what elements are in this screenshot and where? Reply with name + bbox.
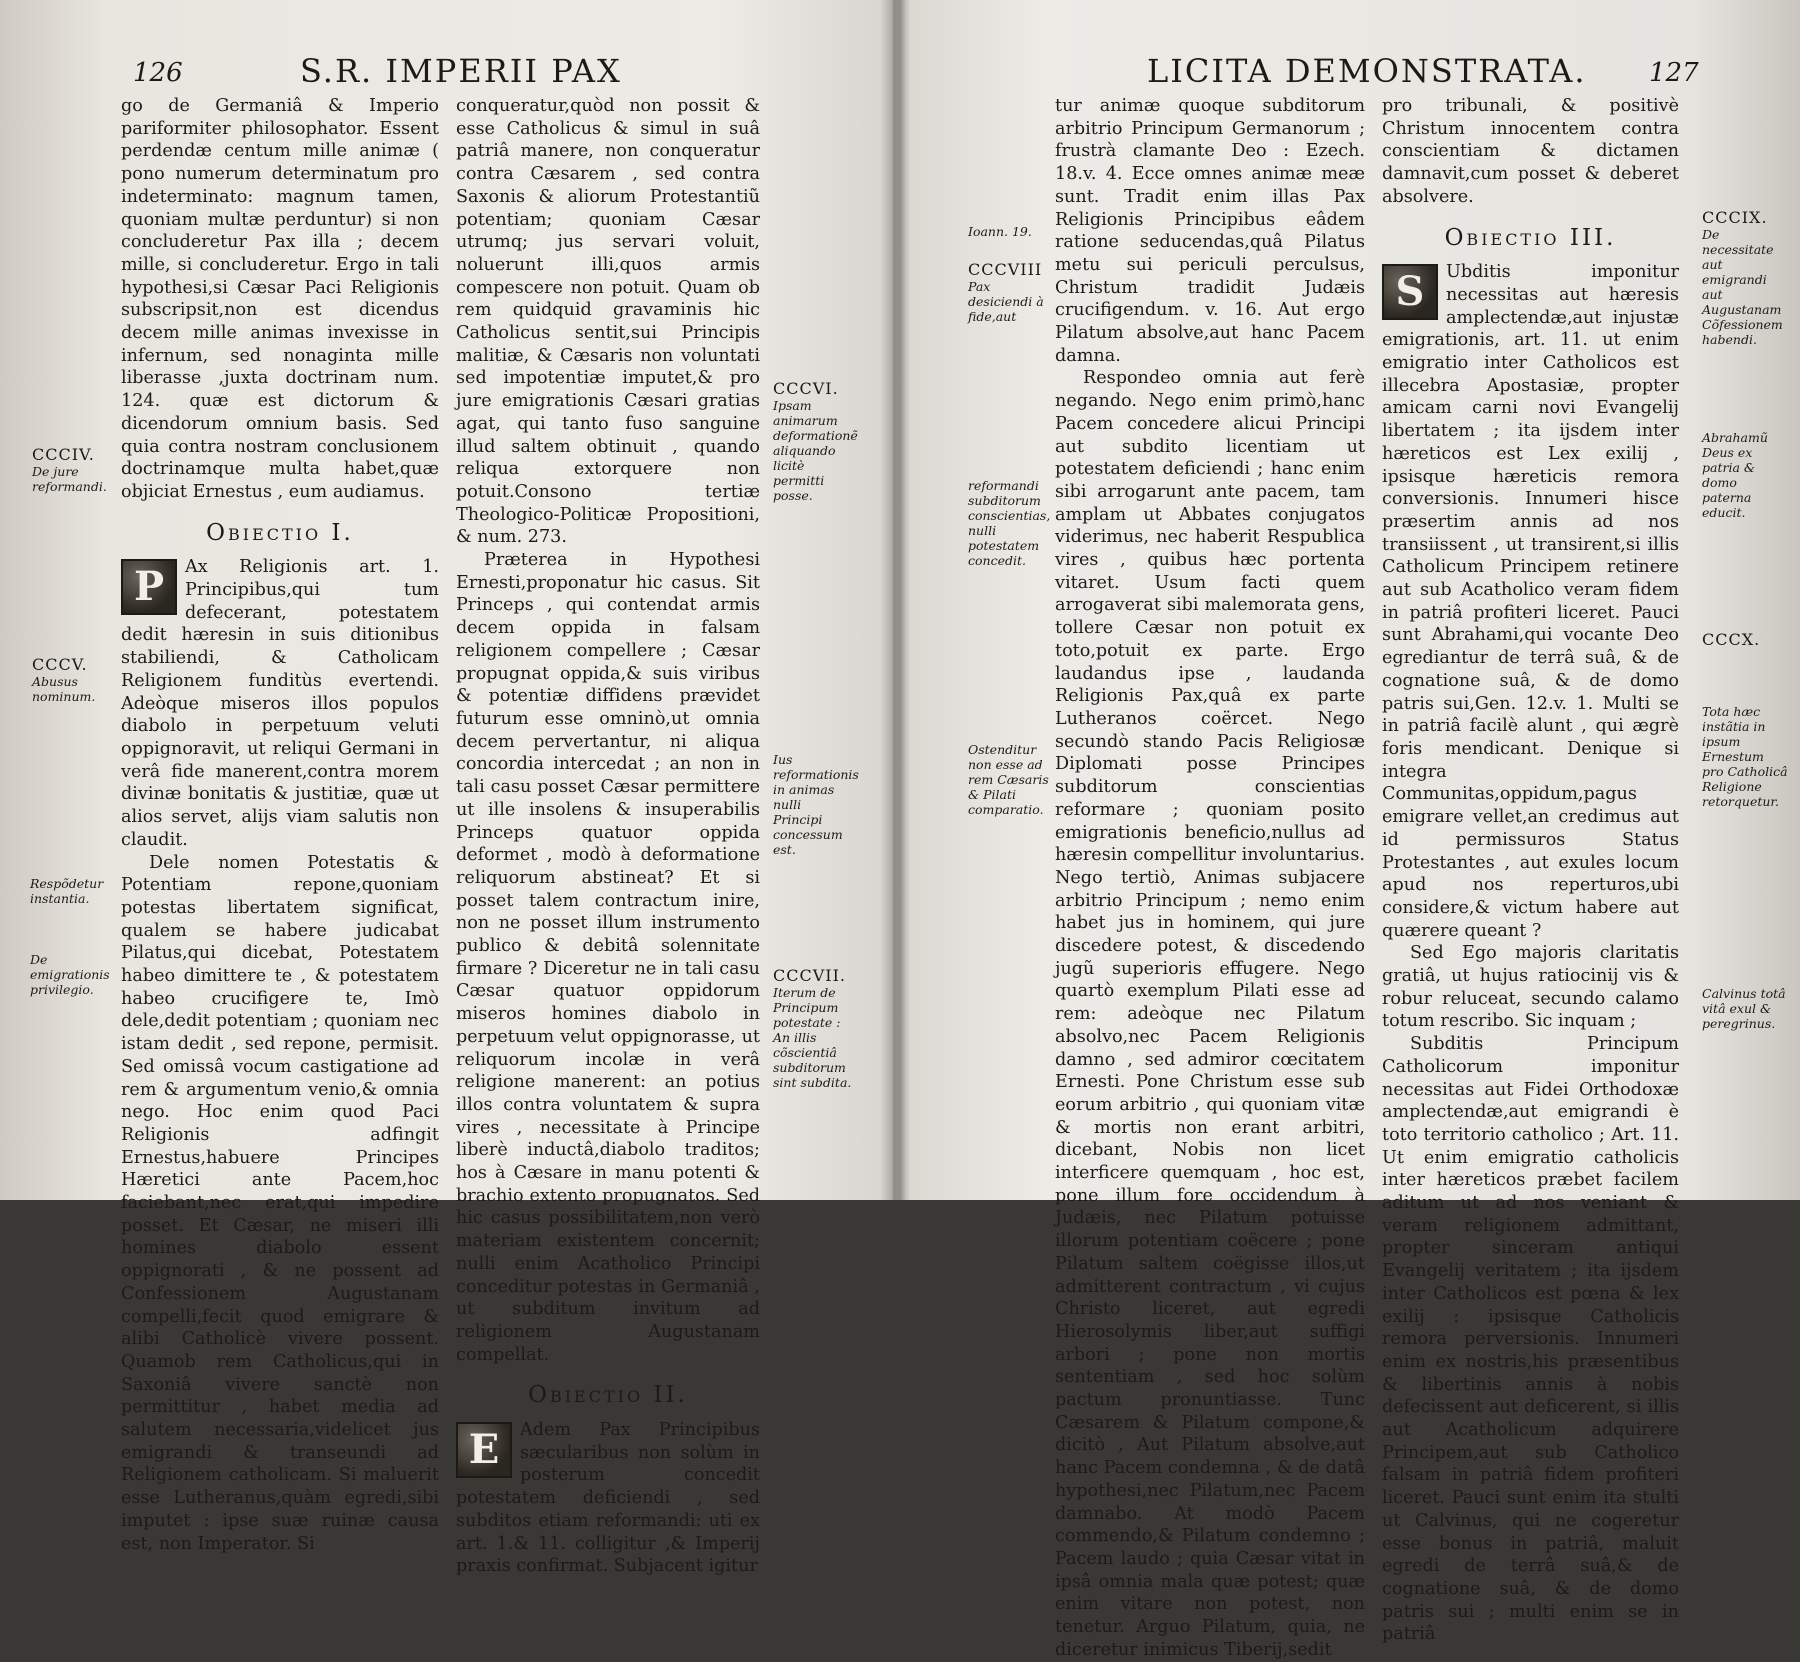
margin-note-text: reformandi subditorum conscientias, nulli potestatem concedit.: [968, 478, 1051, 568]
margin-note: [32, 447, 116, 494]
right-column-1: [1055, 95, 1365, 1662]
margin-note: [32, 657, 116, 704]
margin-note: [968, 742, 1050, 817]
margin-note-number: CCCX.: [1702, 630, 1761, 649]
drop-cap: E: [456, 1422, 512, 1478]
margin-note-number: CCCIV.: [32, 445, 95, 464]
paragraph: [121, 556, 439, 851]
margin-note: [773, 968, 859, 1090]
paragraph: [1382, 261, 1679, 942]
margin-note-text: Calvinus totâ vitâ exul & peregrinus.: [1702, 986, 1786, 1031]
paragraph: tur animæ quoque subditorum arbitrio Principum Germanorum ; frustrà clamante Deo : Ezech. 18.v. 4. Ecce omnes animæ meæ sunt. Tradit enim illas Pax Religionis Principibus eâdem ratione seducendas,quâ Pilatus metu sui periculi perculsus, Christum tradidit Judæis crucifigendum. v. 16. Aut ergo Pilatum absolve,aut hanc Pacem damna.: [1055, 96, 1365, 366]
paragraph: Dele nomen Potestatis & Potentiam repone,quoniam potestas libertatem significat, qualem se habere judicabat Pilatus,qui dicebat, Potestatem habeo dimittere te , & potestatem habeo crucifigere te, Imò dele,dedit potentiam ; quoniam nec istam dedit , sed repone, permisit. Sed omissâ vocum castigatione ad rem & argumentum venio,& omnia nego. Hoc enim quod Paci Religionis adfingit Ernestus,habuere Principes Hæretici ante Pacem,hoc faciebant,nec erat,qui impedire posset. Et Cæsar, ne miseri illi homines diabolo essent oppignorati , & ne possent ad Confessionem Augustanam compelli,fecit quod emigrare & alibi Catholicè vivere possent. Quamob rem Catholicus,qui in Saxoniâ vivere sanctè non permittitur , habet media ad salutem necessaria,videlicet jus emigrandi & transeundi ad Religionem catholicam. Si maluerit esse Lutheranus,quàm egredi,sibi imputet : ipse suæ ruinæ causa est, non Imperator. Si: [121, 852, 439, 1554]
margin-note-text: Abrahamũ Deus ex patria & domo paterna educit.: [1702, 430, 1768, 520]
margin-note: [1702, 632, 1788, 649]
running-head: LICITA DEMONSTRATA.: [1147, 52, 1587, 90]
left-column-2: [456, 95, 760, 1578]
margin-note: [30, 952, 110, 997]
drop-cap: S: [1382, 264, 1438, 320]
paragraph-text: Ubditis imponitur necessitas aut hæresis amplectendæ,aut injustæ emigrationis, art. 11. ut enim emigratio inter Catholicos est illecebra Apostasiæ, propter amicam carni novi Evangelij libertatem ; ita ijsdem inter hæreticos est Lex exilij , ipsisque hæreticis remora conversionis. Innumeri hisce præsertim annis ad nos transiissent , ut transirent,si illis Catholicum Principem retinere aut sub Acatholico veram fidem in patriâ profiteri liceret. Pauci sunt Abrahami,qui vocante Deo egrediantur de terrâ suâ, & de cognatione suâ, & de domo patris sui,Gen. 12.v. 1. Multi se in patriâ facilè alunt , qui ægrè foris mendicant. Denique si integra Communitas,oppidum,pagus emigrare vellet,an credimus aut id permissuros Status Protestantes , aut exules locum apud nos reperturos,ubi considere,& victum habere aut quærere queant ?: [1382, 262, 1679, 941]
right-page: [890, 0, 1800, 1660]
margin-note-number: CCCVIII: [968, 260, 1043, 279]
margin-note: [1702, 704, 1788, 809]
section-heading: Obiectio II.: [528, 1382, 688, 1409]
section-heading: Obiectio III.: [1444, 224, 1617, 251]
margin-note-text: Ipsam animarum deformationẽ aliquando licitè permitti posse.: [773, 398, 858, 503]
drop-cap: P: [121, 559, 177, 615]
margin-note: [968, 262, 1050, 324]
margin-note-text: De necessitate aut emigrandi aut Augustanam Cõfessionem habendi.: [1702, 227, 1783, 347]
margin-note: [30, 876, 110, 906]
paragraph: Respondeo omnia aut ferè negando. Nego enim primò,hanc Pacem concedere alicui Principi aut subdito licentiam ut potestatem deficiendi ; hanc enim sibi arrogarunt ante pacem, tam amplam ut Abbates conjugatos viderimus, nec haberit Respublica vires , quibus hæc portenta vitaret. Usum facti quem arrogaverat sibi malemorata gens, tollere Cæsar non potuit ex toto,potuit ex parte. Ergo laudandus ipse , laudanda Religionis Pax,quâ ex parte Lutheranos coërcet. Nego secundò stando Pacis Religiosæ Diplomati posse Principes subditorum conscientias reformare ; quoniam posito emigrationis beneficio,nullus ad hæresin compellitur involuntarius. Nego tertiò, Animas subjacere arbitrio Principum ; nemo enim habet jus in hominem, qui jure discedere potest, & discedendo jugũ superioris effugere. Nego quartò exemplum Pilati esse ad rem: adeòque nec Pilatum absolvo,nec Pacem Religionis damno , sed admiror cœcitatem Ernesti. Pone Christum esse sub eorum arbitrio , qui quoniam vitæ & mortis non erant arbitri, dicebant, Nobis non licet interficere quemquam , hoc est, pone illum fore occidendum à Judæis, nec Pilatum potuisse illorum potentiam coëcere ; pone Pilatum saltem coëgisse illos,ut admitterent contractum , vi cujus Christo liceret, aut egredi Hierosolymis liber,aut suffigi arbori ; pone non mortis sententiam , sed hoc solùm pactum pronuntiasse. Tunc Cæsarem & Pilatum compone,& dicitò , Aut Pilatum absolve,aut hanc Pacem condemna , & de datâ hypothesi,nec Pilatum,nec Pacem damnabo. At modò Pacem commendo,& Pilatum condemno ; Pacem laudo ; quia Cæsar vitat in ipsâ omnia mala quæ potest; quæ enim vitare non potest, non tenetur. Arguo Pilatum, quia, ne diceretur inimicus Tiberij,sedit: [1055, 368, 1365, 1660]
margin-note: [773, 379, 858, 503]
right-column-2: [1382, 95, 1679, 1646]
margin-note-number: CCCV.: [32, 655, 88, 674]
margin-note: [1702, 430, 1788, 520]
margin-note-text: De emigrationis privilegio.: [30, 952, 110, 997]
paragraph-text: Ax Religionis art. 1. Principibus,qui tum defecerant, potestatem dedit hæresin in suis ditionibus stabiliendi, & Catholicam Religionem funditùs evertendi. Adeòque miseros illos populos diabolo in perpetuum veluti oppignoravit, ut reliqui Germani in verâ fide manerent,contra morem divinæ bonitatis & justitiæ, quæ ut alios servet, alijs viam salutis non claudit.: [121, 557, 439, 850]
margin-note-text: De jure reformandi.: [32, 464, 107, 494]
margin-note-text: Abusus nominum.: [32, 674, 96, 704]
paragraph: [456, 1419, 760, 1578]
left-page: [0, 0, 890, 1577]
left-column-1: [121, 95, 439, 1555]
margin-note: [968, 478, 1050, 568]
margin-note: [968, 224, 1050, 239]
paragraph: conqueratur,quòd non possit & esse Catholicus & simul in suâ patriâ manere, non conqueratur contra Cæsarem , sed contra Saxonis & aliorum Protestantiũ potentiam; quoniam Cæsar utrumq; jus servari voluit, noluerunt illi,quos armis compescere non potuit. Quam ob rem quidquid gravaminis hic Catholicus sentit,sui Principis malitiæ, & Cæsaris non voluntati sed impotentiæ imputet,& pro jure emigrationis Cæsari gratias agat, qui tanto fuso sanguine illud saltem obtinuit , quando reliqua extorquere non potuit.Consono tertiæ Theologico-Politicæ Propositioni, & num. 273.: [456, 96, 760, 548]
margin-note: [1702, 986, 1788, 1031]
margin-note-text: Tota hæc instãtia in ipsum Ernestum pro Catholicâ Religione retorquetur.: [1702, 704, 1788, 809]
margin-note-text: Respõdetur instantia.: [30, 876, 104, 906]
margin-note-text: Ostenditur non esse ad rem Cæsaris & Pilati comparatio.: [968, 742, 1049, 817]
margin-note-number: CCCIX.: [1702, 208, 1768, 227]
paragraph: go de Germaniâ & Imperio pariformiter philosophator. Essent perdendæ centum mille animæ ( pono numerum determinatum pro indeterminato: magnum tamen, quoniam multæ perduntur) si non concluderetur Pax illa ; decem mille, si concluderetur. Ergo in tali hypothesi,si Cæsar Paci Religionis subscripsit,non est dicendus decem mille animas invexisse in infernum, sed nonaginta mille liberasse ,juxta doctrinam num. 124. quæ est dictorum & dicendorum omnium basis. Sed quia contra nostram conclusionem doctrinamque multa habet,quæ objiciat Ernestus , eum audiamus.: [121, 96, 439, 502]
margin-note-number: CCCVII.: [773, 966, 847, 985]
paragraph: Sed Ego majoris claritatis gratiâ, ut hujus ratiocinij vis & robur reluceat, secundo calamo totum rescribo. Sic inquam ;: [1382, 943, 1679, 1032]
paragraph: pro tribunali, & positivè Christum innocentem contra conscientiam & dictamen damnavit,cum posset & deberet absolvere.: [1382, 96, 1679, 207]
section-heading: Obiectio I.: [206, 519, 354, 546]
paragraph-text: Adem Pax Principibus sæcularibus non solùm in posterum concedit potestatem deficiendi , sed subditos etiam reformandi: uti ex art. 1.& 11. colligitur ,& Imperij praxis confirmat. Subjacent igitur: [456, 1420, 760, 1577]
margin-note-text: Ius reformationis in animas nulli Principi concessum est.: [773, 752, 859, 857]
margin-note-text: Iterum de Principum potestate : An illis cõscientiâ subditorum sint subdita.: [773, 985, 852, 1090]
paragraph: Subditis Principum Catholicorum imponitur necessitas aut Fidei Orthodoxæ amplectendæ,aut emigrandi è toto territorio catholico ; Art. 11. Ut enim emigratio catholicis inter hæreticos præbet facilem aditum ut ad nos veniant & veram religionem admittant, propter sinceram antiqui Evangelij veritatem ; ita ijsdem inter Catholicos est pœna & lex exilij : ipsisque Catholicis remora perversionis. Innumeri enim ex nostris,his præsentibus & libertinis annis à nobis defecissent aut deficerent, si illis aut Acatholicum adquirere Principem,aut sub Catholico falsam in patriâ fidem profiteri liceret. Pauci sunt enim ita stulti ut Calvinus, qui ne cogeretur esse bonus in patriâ, maluit egredi de terrâ suâ,& de cognatione suâ, & de domo patris sui ; multi enim se in patriâ: [1382, 1034, 1679, 1645]
page-number: 127: [1649, 58, 1699, 88]
running-head: S.R. IMPERII PAX: [300, 52, 622, 90]
margin-note-text: Ioann. 19.: [968, 224, 1032, 239]
margin-note-text: Pax desiciendi à fide,aut: [968, 279, 1044, 324]
margin-note: [1702, 210, 1788, 347]
margin-note-number: CCCVI.: [773, 379, 839, 398]
margin-note: [773, 752, 859, 857]
paragraph: Præterea in Hypothesi Ernesti,proponatur hic casus. Sit Princeps , qui contendat armis decem oppida in falsam religionem compellere ; Cæsar propugnat oppida,& suis viribus & potentiæ diffidens prævidet futurum esse omninò,ut omnia decem pervertantur, ni aliqua concordia intercedat ; an non in tali casu posset Cæsar permittere ut ille insolens & insuperabilis Princeps quatuor oppida deformet , modò à deformatione reliquorum abstineat? Et si posset talem contractum inire, non ne posset illum instrumento publico & debitâ solennitate firmare ? Diceretur ne in tali casu Cæsar quatuor oppidorum miseros homines diabolo in perpetuum velut oppignorasse, ut reliquorum incolæ in verâ religione manerent: an potius illos contra voluntatem & supra vires , necessitate à Principe liberè inductâ,diabolo traditos; hos à Cæsare in manu potenti & brachio extento propugnatos. Sed hic casus possibilitatem,non verò materiam existentem concernit; nulli enim Acatholico Principi conceditur potestas in Germaniâ , ut subditum invitum ad religionem Augustanam compellat.: [456, 550, 760, 1365]
page-number: 126: [133, 58, 183, 88]
